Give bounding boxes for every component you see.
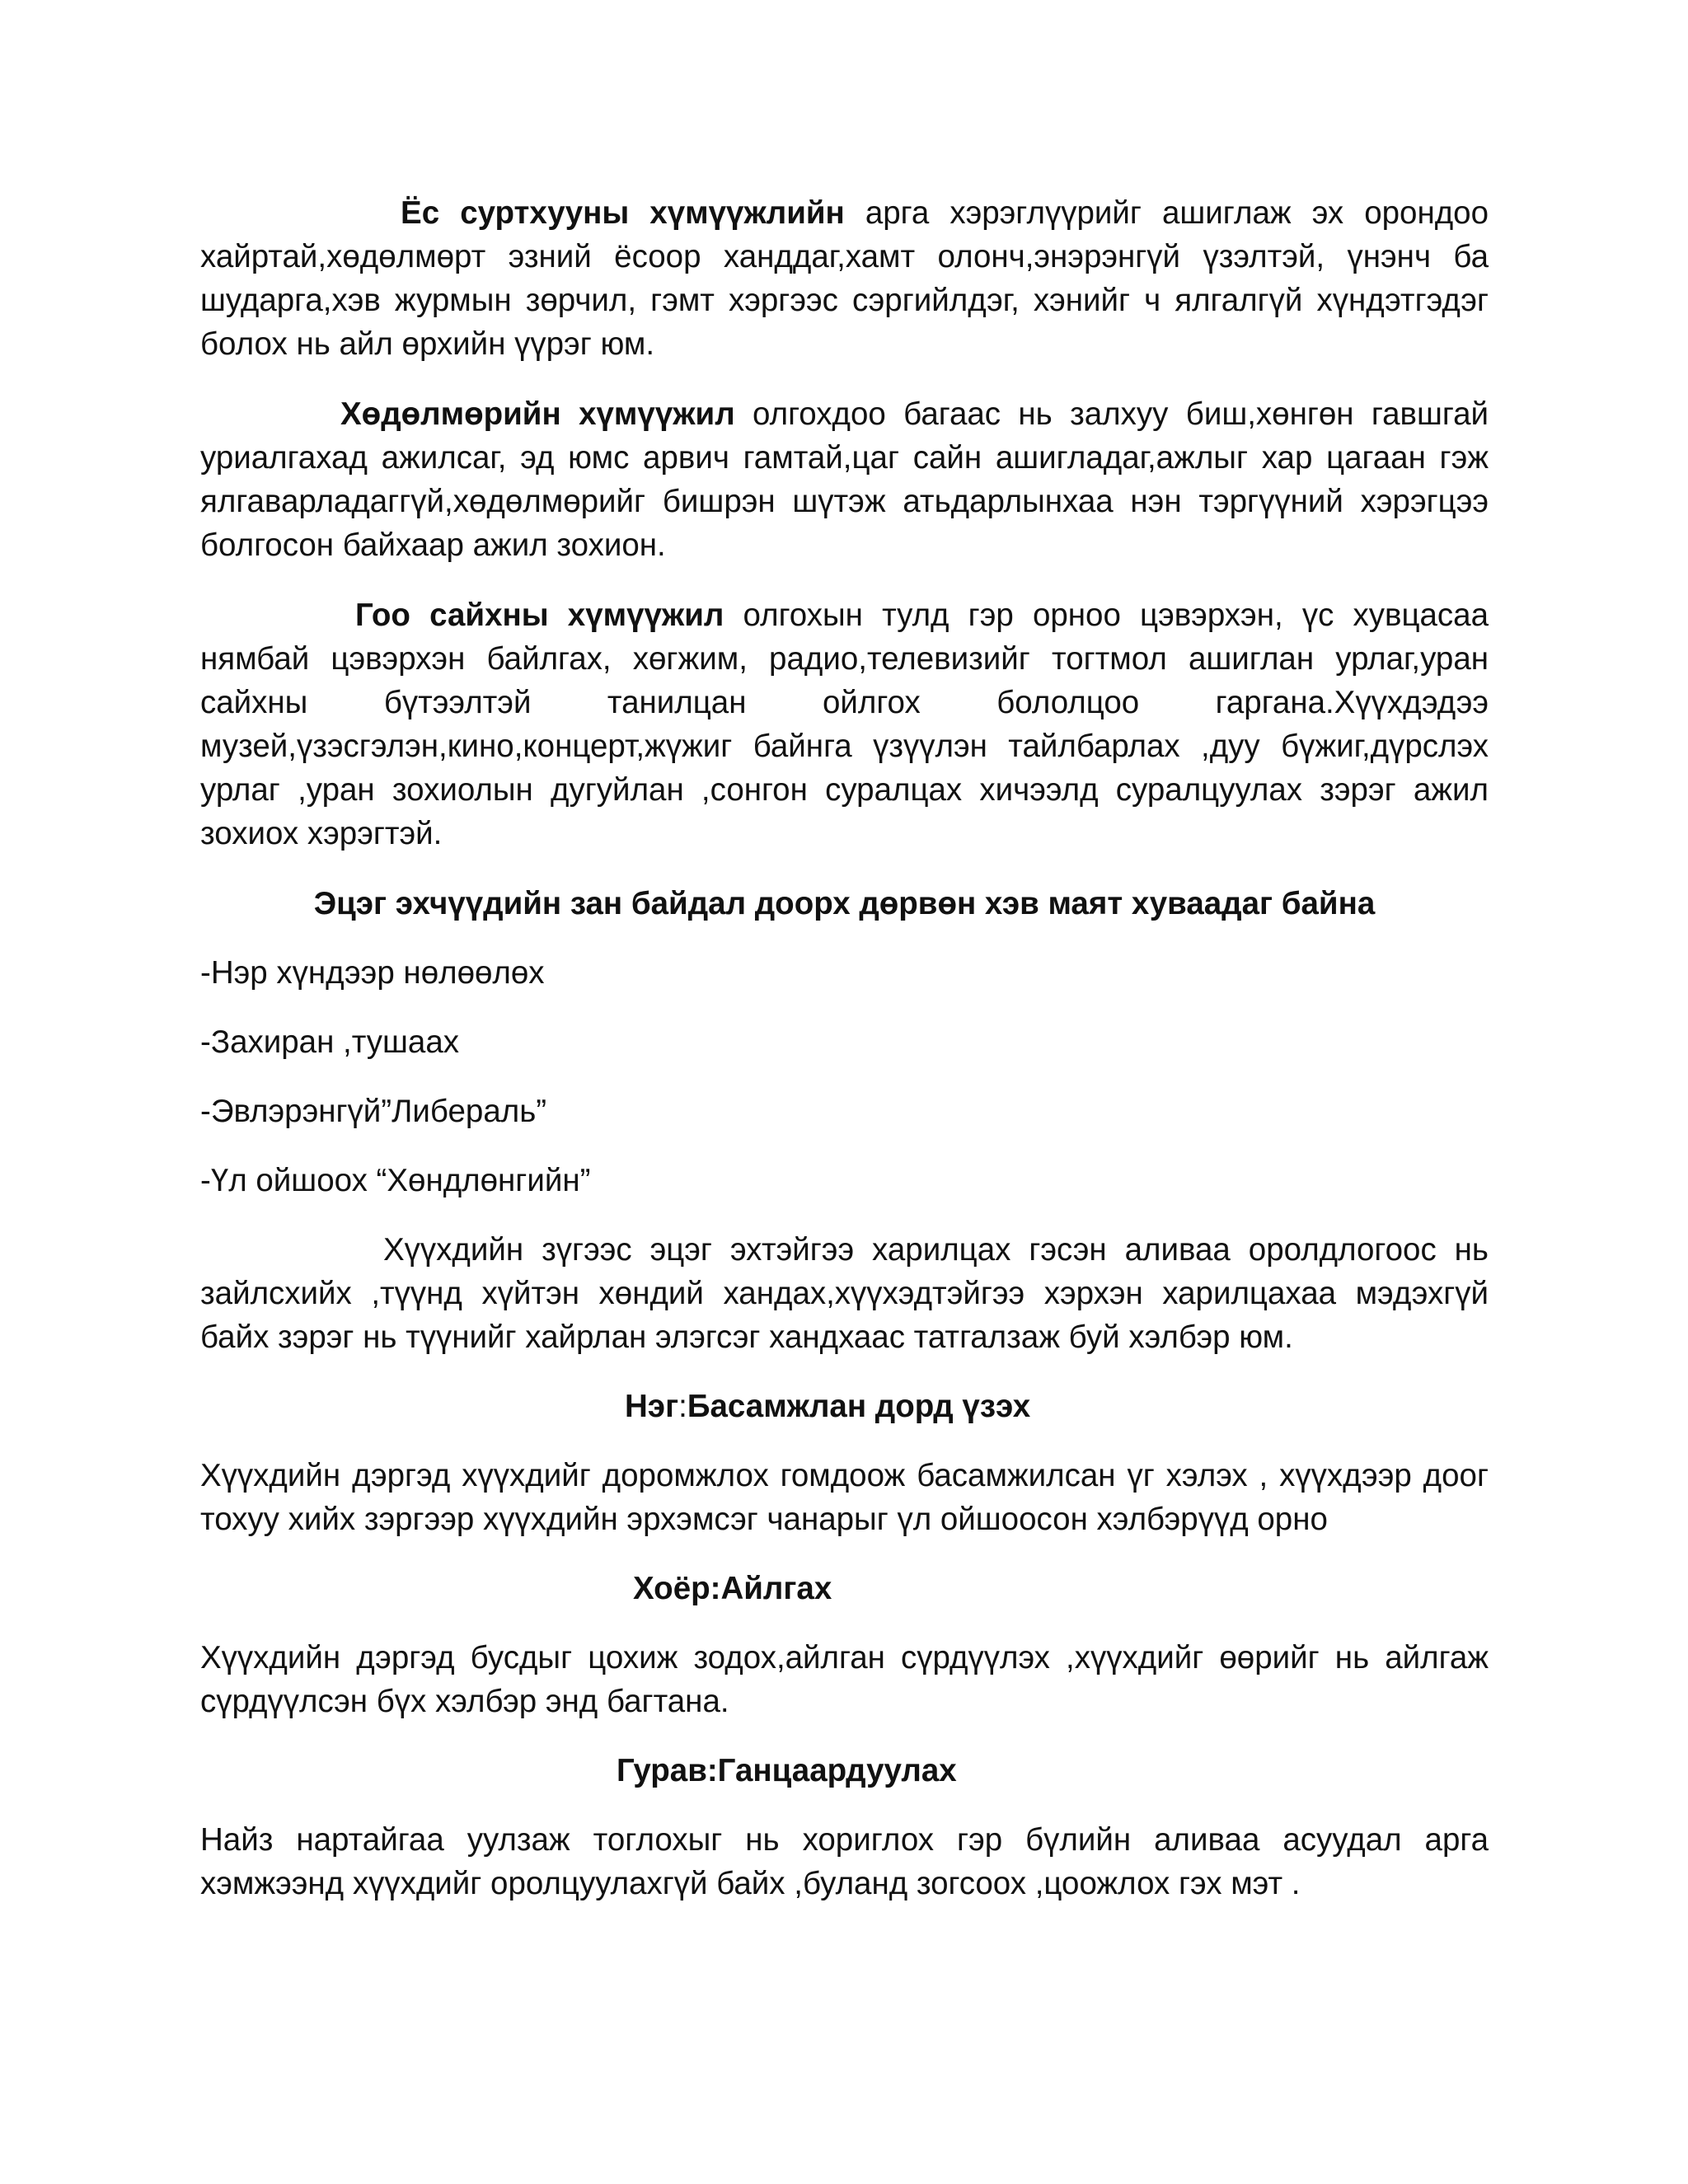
- style-item: -Захиран ,тушаах: [200, 1024, 459, 1060]
- document-page: [200, 191, 1489, 1905]
- paragraph-text: Хүүхдийн зүгээс эцэг эхтэйгээ харилцах гэсэн аливаа оролдлогоос нь зайлсхийх ,түүнд хүйтэн хөндий хандах,хүүхэдтэйгээ хэрхэн харилцахаа мэдэхгүй байх зэрэг нь түүнийг хайрлан элэгсэг хандхаас татгалзаж буй хэлбэр юм.: [200, 1232, 1489, 1355]
- paragraph-text: олгохын тулд гэр орноо цэвэрхэн, үс хувцасаа нямбай цэвэрхэн байлгах, хөгжим, радио,телевизийг тогтмол ашиглан урлаг,уран сайхны бүтээлтэй танилцан ойлгох бололцоо гаргана.Хүүхдэдээ музей,үзэсгэлэн,кино,концерт,жүжиг байнга үзүүлэн тайлбарлах ,дуу бүжиг,дүрслэх урлаг ,уран зохиолын дугуйлан ,сонгон суралцах хичээлд суралцуулах зэрэг ажил зохиох хэрэгтэй.: [200, 598, 1489, 851]
- paragraph-isolation: Найз нартайгаа уулзаж тоглохыг нь хориглох гэр бүлийн аливаа асуудал арга хэмжээнд хүүхдийг оролцуулахгүй байх ,буланд зогсоох ,цоожлох гэх мэт .: [200, 1822, 1489, 1901]
- style-item: -Үл ойшоох “Хөндлөнгийн”: [200, 1163, 591, 1198]
- paragraph-aesthetic-education: [200, 593, 1489, 855]
- heading-humiliation: [200, 1385, 1489, 1428]
- heading-number: Нэг: [625, 1389, 679, 1424]
- paragraph-humiliation: Хүүхдийн дэргэд хүүхдийг доромжлох гомдоож басамжилсан үг хэлэх , хүүхдээр доог тохуу хийх зэргээр хүүхдийн эрхэмсэг чанарыг үл ойшоосон хэлбэрүүд орно: [200, 1458, 1489, 1537]
- style-item: -Нэр хүндээр нөлөөлөх: [200, 955, 545, 991]
- term-moral-education: Ёс суртхууны хүмүүжлийн: [401, 195, 845, 231]
- style-item: -Эвлэрэнгүй”Либераль”: [200, 1094, 547, 1129]
- heading-intimidation: Хоёр:Айлгах: [633, 1571, 832, 1606]
- heading-parenting-styles: Эцэг эхчүүдийн зан байдал доорх дөрвөн хэв маят хуваадаг байна: [313, 886, 1376, 921]
- paragraph-moral-education: [200, 191, 1489, 366]
- heading-colon: :: [678, 1389, 687, 1424]
- paragraph-labor-education: [200, 392, 1489, 567]
- heading-isolation: Гурав:Ганцаардуулах: [617, 1753, 957, 1788]
- paragraph-text: арга хэрэглүүрийг ашиглаж эх орондоо хайртай,хөдөлмөрт эзний ёсоор ханддаг,хамт олонч,энэрэнгүй үзэлтэй, үнэнч ба шударга,хэв журмын зөрчил, гэмт хэргээс сэргийлдэг, хэнийг ч ялгалгүй хүндэтгэдэг болох нь айл өрхийн үүрэг юм.: [200, 195, 1489, 362]
- term-labor-education: Хөдөлмөрийн хүмүүжил: [340, 396, 735, 432]
- paragraph-avoidance: [200, 1228, 1489, 1359]
- paragraph-text: олгохдоо багаас нь залхуу биш,хөнгөн гавшгай уриалгахад ажилсаг, эд юмс арвич гамтай,цаг сайн ашигладаг,ажлыг хар цагаан гэж ялгаварладаггүй,хөдөлмөрийг бишрэн шүтэж атьдарлынхаа нэн тэргүүний хэрэгцээ болгосон байхаар ажил зохион.: [200, 396, 1489, 563]
- paragraph-intimidation: Хүүхдийн дэргэд бусдыг цохиж зодох,айлган сүрдүүлэх ,хүүхдийг өөрийг нь айлгаж сүрдүүлсэн бүх хэлбэр энд багтана.: [200, 1640, 1489, 1719]
- term-aesthetic-education: Гоо сайхны хүмүүжил: [355, 598, 724, 633]
- heading-title: Басамжлан дорд үзэх: [687, 1389, 1031, 1424]
